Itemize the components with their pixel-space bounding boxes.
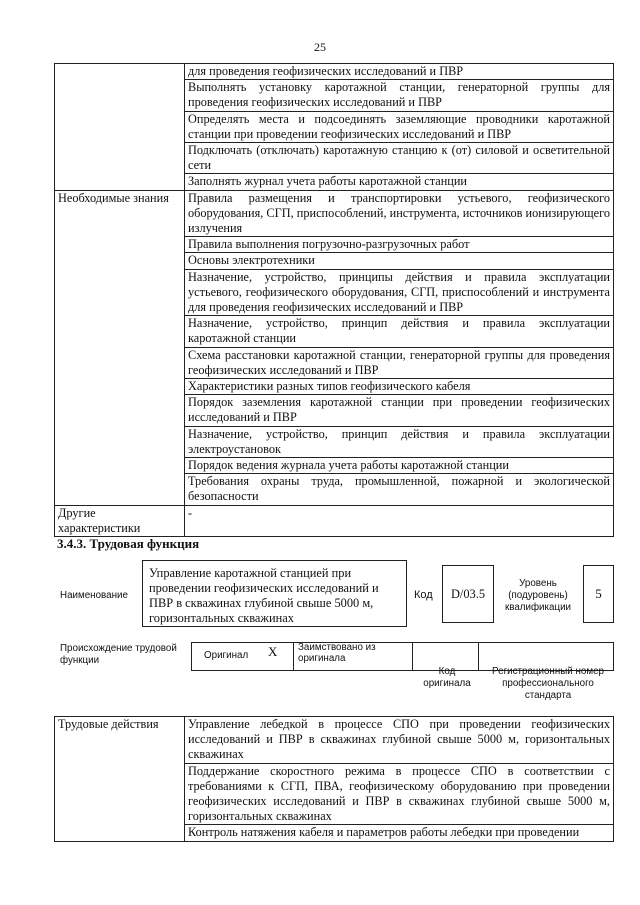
name-label: Наименование	[60, 590, 128, 601]
knowledge-row: Порядок ведения журнала учета работы каротажной станции	[185, 458, 614, 474]
labor-actions-label: Трудовые действия	[55, 717, 185, 842]
labor-actions-table	[54, 716, 614, 842]
knowledge-label: Необходимые знания	[55, 190, 185, 505]
knowledge-row: Схема расстановки каротажной станции, генераторной группы для проведения геофизических исследований и ПВР	[185, 347, 614, 378]
knowledge-row: Назначение, устройство, принцип действия и правила эксплуатации каротажной станции	[185, 316, 614, 347]
skill-row: Выполнять установку каротажной станции, генераторной группы для проведения геофизических исследований и ПВР	[185, 80, 614, 111]
original-mark: X	[268, 644, 278, 659]
knowledge-row: Характеристики разных типов геофизического кабеля	[185, 379, 614, 395]
page-number: 25	[314, 40, 326, 54]
borrowed-label: Заимствовано из оригинала	[298, 642, 376, 664]
skills-label-cell-continued	[55, 64, 185, 191]
knowledge-row: Порядок заземления каротажной станции при проведении геофизических исследований и ПВР	[185, 395, 614, 426]
function-code-box: D/03.5	[442, 565, 494, 623]
knowledge-row: Требования охраны труда, промышленной, пожарной и экологической безопасности	[185, 474, 614, 505]
skill-row: для проведения геофизических исследований и ПВР	[185, 64, 614, 80]
other-characteristics-value: -	[185, 505, 614, 536]
action-row: Поддержание скоростного режима в процессе СПО в соответствии с требованиями к СГП, ПВА, геофизическому оборудованию при проведении геофизических исследований и ПВР в скважинах глубиной свыше 5000 м, горизонтальных скважинах	[185, 763, 614, 825]
original-label: Оригинал	[204, 650, 249, 661]
qualification-level-box: 5	[583, 565, 614, 623]
knowledge-row: Правила размещения и транспортировки устьевого, геофизического оборудования, СГП, приспособлений, инструмента, источников ионизирующего излучения	[185, 190, 614, 237]
section-title: 3.4.3. Трудовая функция	[57, 536, 200, 551]
action-row: Контроль натяжения кабеля и параметров работы лебедки при проведении	[185, 825, 614, 841]
skills-knowledge-table	[54, 63, 614, 537]
knowledge-row: Основы электротехники	[185, 253, 614, 269]
level-label: Уровень (подуровень) квалификации	[504, 578, 572, 613]
function-name-box: Управление каротажной станцией при проведении геофизических исследований и ПВР в скважинах глубиной свыше 5000 м, горизонтальных скважинах	[142, 560, 407, 627]
other-characteristics-label: Другие характеристики	[55, 505, 185, 536]
skill-row: Определять места и подсоединять заземляющие проводники каротажной станции при проведении геофизических исследований и ПВР	[185, 111, 614, 142]
knowledge-row: Назначение, устройство, принципы действия и правила эксплуатации устьевого, геофизического оборудования, СГП, приспособлений и инструмента для проведения геофизических исследований и ПВР	[185, 269, 614, 316]
action-row: Управление лебедкой в процессе СПО при проведении геофизических исследований и ПВР в скважинах глубиной свыше 5000 м, горизонтальных скважинах	[185, 717, 614, 764]
code-original-caption: Код оригинала	[423, 666, 471, 689]
knowledge-row: Назначение, устройство, принцип действия и правила эксплуатации электроустановок	[185, 426, 614, 457]
skill-row: Заполнять журнал учета работы каротажной станции	[185, 174, 614, 190]
registration-number-caption: Регистрационный номер профессионального стандарта	[492, 666, 604, 701]
skill-row: Подключать (отключать) каротажную станцию к (от) силовой и осветительной сети	[185, 143, 614, 174]
knowledge-row: Правила выполнения погрузочно-разгрузочных работ	[185, 237, 614, 253]
code-label: Код	[414, 589, 433, 601]
origin-label: Происхождение трудовой функции	[60, 643, 177, 666]
